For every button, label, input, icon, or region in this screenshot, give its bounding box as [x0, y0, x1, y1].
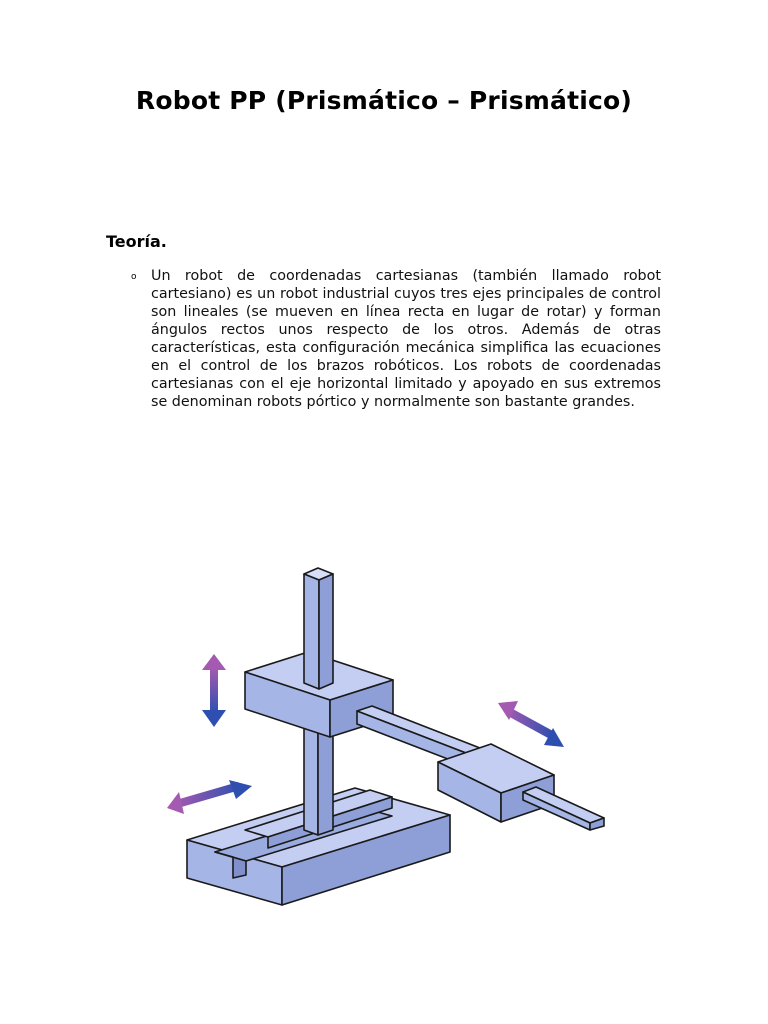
bullet-marker: o [131, 272, 137, 282]
arrow-horizontal-right [498, 701, 564, 747]
cartesian-robot-illustration [150, 555, 620, 925]
mast-side [319, 574, 333, 689]
page-title: Robot PP (Prismático – Prismático) [135, 86, 633, 115]
cartesian-robot-figure [150, 555, 620, 925]
robot-body [187, 568, 604, 905]
section-heading: Teoría. [106, 232, 167, 251]
theory-paragraph: Un robot de coordenadas cartesianas (también llamado robot cartesiano) es un robot industrial cuyos tres ejes principales de control son lineales (se mueven en línea recta en lugar de rotar) y forman ángulos rectos unos respecto de los otros. Además de otras características, esta configuración mecánica simplifica las ecuaciones en el control de los brazos robóticos. Los robots de coordenadas cartesianas con el eje horizontal limitado y apoyado en sus extremos se denominan robots pórtico y normalmente son bastante grandes. [151, 268, 661, 410]
arrow-horizontal-left [167, 780, 252, 814]
mast-front [304, 574, 319, 689]
arrow-vertical [202, 654, 226, 727]
